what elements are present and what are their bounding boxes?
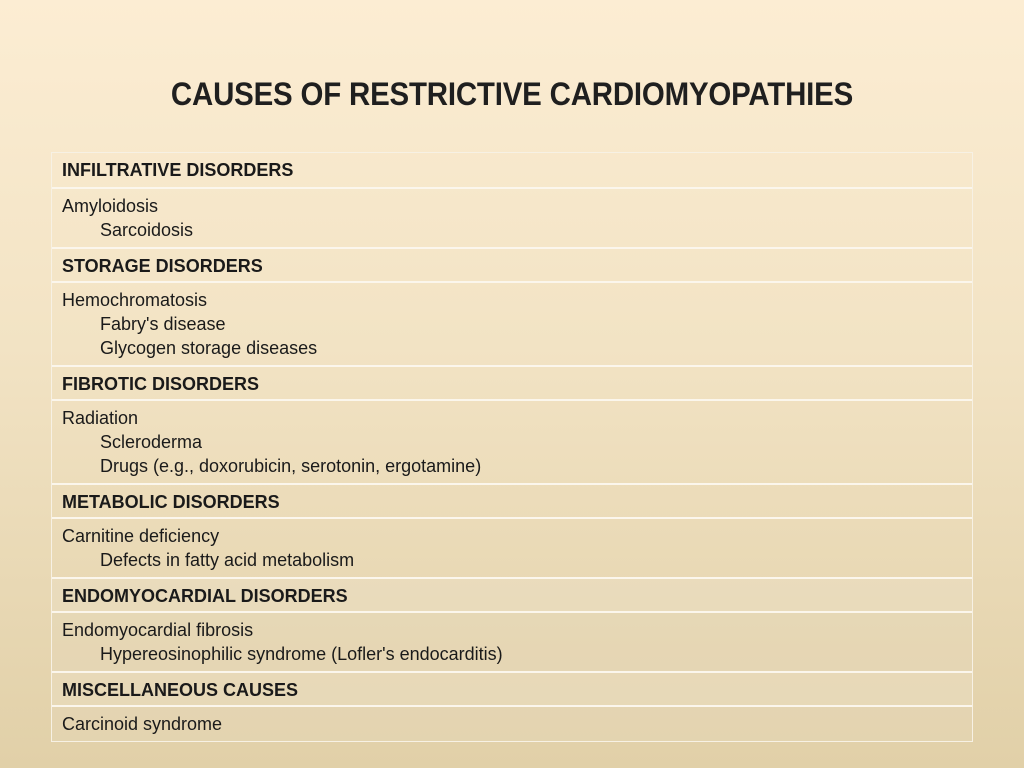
section-body-endomyocardial [52,611,972,671]
list-item: Carnitine deficiency [62,526,220,546]
section-heading-fibrotic: FIBROTIC DISORDERS [52,365,972,399]
section-body-metabolic [52,517,972,577]
slide-title: CAUSES OF RESTRICTIVE CARDIOMYOPATHIES [170,76,854,112]
section-body-miscellaneous [52,705,972,741]
section-heading-metabolic: METABOLIC DISORDERS [52,483,972,517]
list-item: Glycogen storage diseases [100,338,318,358]
causes-table [51,152,973,742]
list-item: Scleroderma [100,432,203,452]
list-item: Hemochromatosis [62,290,208,310]
list-item: Defects in fatty acid metabolism [100,550,355,570]
list-item: Amyloidosis [62,196,159,216]
list-item: Sarcoidosis [100,220,194,240]
list-item: Radiation [62,408,139,428]
section-heading-endomyocardial: ENDOMYOCARDIAL DISORDERS [52,577,972,611]
section-heading-infiltrative: INFILTRATIVE DISORDERS [62,160,294,180]
list-item: Endomyocardial fibrosis [62,620,254,640]
section-body-storage [52,281,972,365]
section-body-fibrotic [52,399,972,483]
list-item: Fabry's disease [100,314,226,334]
list-item: Hypereosinophilic syndrome (Lofler's endocarditis) [100,644,503,664]
section-heading-miscellaneous: MISCELLANEOUS CAUSES [52,671,972,705]
list-item: Carcinoid syndrome [62,714,223,734]
list-item: Drugs (e.g., doxorubicin, serotonin, ergotamine) [100,456,482,476]
section-body-infiltrative [52,187,972,247]
section-heading-storage: STORAGE DISORDERS [52,247,972,281]
